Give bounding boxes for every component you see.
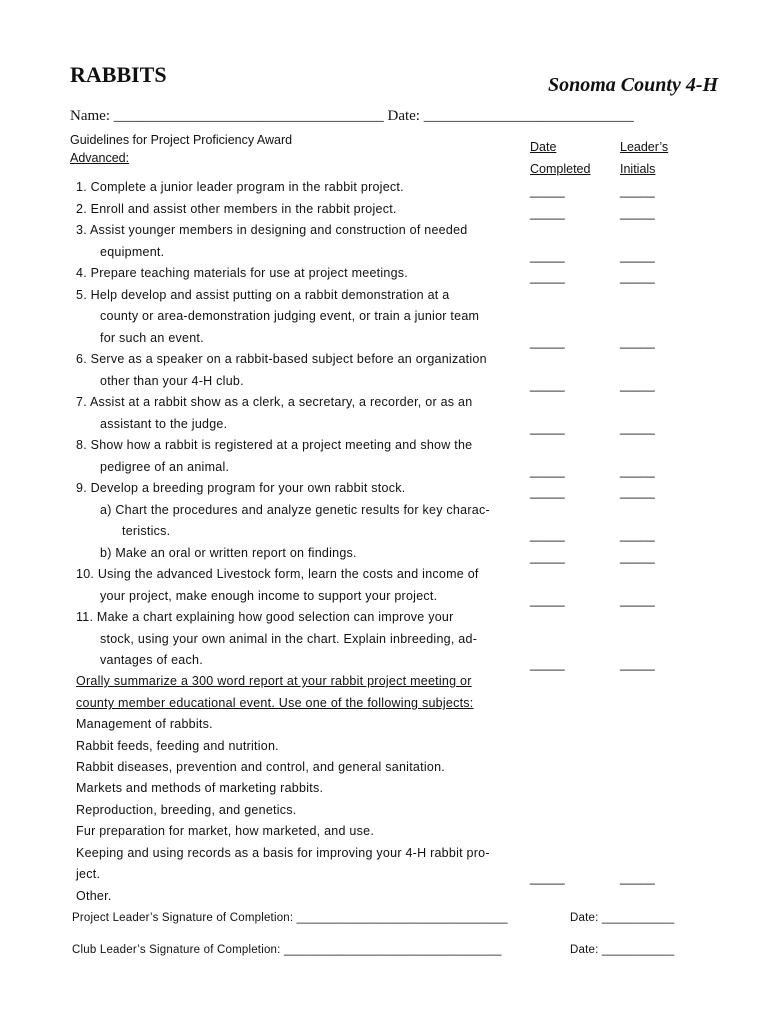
county-heading: Sonoma County 4-H bbox=[548, 74, 719, 96]
leader-initials-blank[interactable]: _____ bbox=[620, 871, 655, 885]
requirement-line: 11. Make a chart explaining how good selection can improve your bbox=[76, 610, 454, 624]
leader-initials-blank[interactable]: _____ bbox=[620, 378, 655, 392]
date-completed-blank[interactable]: _____ bbox=[530, 871, 565, 885]
page-title: RABBITS bbox=[70, 62, 167, 87]
date-completed-blank[interactable]: _____ bbox=[530, 528, 565, 542]
date-completed-blank[interactable]: _____ bbox=[530, 335, 565, 349]
date-completed-blank[interactable]: _____ bbox=[530, 184, 565, 198]
club-leader-date-line: Date: ___________ bbox=[570, 944, 675, 956]
date-completed-blank[interactable]: _____ bbox=[530, 657, 565, 671]
leaders-column-header: Leader’s bbox=[620, 140, 669, 154]
leader-initials-blank[interactable]: _____ bbox=[620, 593, 655, 607]
requirement-line: Rabbit feeds, feeding and nutrition. bbox=[76, 739, 279, 753]
requirement-line: Orally summarize a 300 word report at your rabbit project meeting or bbox=[76, 674, 472, 688]
requirement-line: 1. Complete a junior leader program in the rabbit project. bbox=[76, 180, 404, 194]
requirement-line: stock, using your own animal in the chart. Explain inbreeding, ad- bbox=[100, 632, 478, 646]
requirement-line: county or area-demonstration judging event, or train a junior team bbox=[100, 309, 480, 323]
requirement-line: county member educational event. Use one of the following subjects: bbox=[76, 696, 474, 710]
requirement-line: 9. Develop a breeding program for your own rabbit stock. bbox=[76, 481, 406, 495]
leader-initials-blank[interactable]: _____ bbox=[620, 206, 655, 220]
requirement-line: teristics. bbox=[122, 524, 171, 538]
leader-initials-blank[interactable]: _____ bbox=[620, 657, 655, 671]
requirement-line: other than your 4-H club. bbox=[100, 374, 244, 388]
level-heading: Advanced: bbox=[70, 151, 130, 165]
leader-initials-blank[interactable]: _____ bbox=[620, 270, 655, 284]
project-leader-signature-line: Project Leader’s Signature of Completion: ________________________________ bbox=[72, 912, 508, 924]
requirement-line: your project, make enough income to support your project. bbox=[100, 589, 438, 603]
leader-initials-blank[interactable]: _____ bbox=[620, 335, 655, 349]
requirement-line: 6. Serve as a speaker on a rabbit-based subject before an organization bbox=[76, 352, 487, 366]
name-date-line: Name: ____________________________________ Date: ____________________________ bbox=[70, 108, 634, 124]
requirement-line: pedigree of an animal. bbox=[100, 460, 230, 474]
date-completed-blank[interactable]: _____ bbox=[530, 485, 565, 499]
requirement-line: 3. Assist younger members in designing and construction of needed bbox=[76, 223, 468, 237]
requirement-line: Reproduction, breeding, and genetics. bbox=[76, 803, 297, 817]
requirement-line: 7. Assist at a rabbit show as a clerk, a secretary, a recorder, or as an bbox=[76, 395, 473, 409]
date-completed-blank[interactable]: _____ bbox=[530, 249, 565, 263]
requirement-line: b) Make an oral or written report on findings. bbox=[100, 546, 357, 560]
requirement-line: Rabbit diseases, prevention and control, and general sanitation. bbox=[76, 760, 446, 774]
date-completed-blank[interactable]: _____ bbox=[530, 550, 565, 564]
leader-initials-blank[interactable]: _____ bbox=[620, 528, 655, 542]
date-completed-blank[interactable]: _____ bbox=[530, 270, 565, 284]
requirement-line: equipment. bbox=[100, 245, 165, 259]
requirement-line: assistant to the judge. bbox=[100, 417, 228, 431]
initials-column-header: Initials bbox=[620, 162, 656, 176]
requirement-line: a) Chart the procedures and analyze genetic results for key charac- bbox=[100, 503, 490, 517]
requirement-line: 2. Enroll and assist other members in the rabbit project. bbox=[76, 202, 397, 216]
requirement-line: Other. bbox=[76, 889, 112, 903]
requirement-line: 4. Prepare teaching materials for use at project meetings. bbox=[76, 266, 409, 280]
date-column-header: Date bbox=[530, 140, 557, 154]
requirement-line: ject. bbox=[76, 867, 101, 881]
requirement-line: 10. Using the advanced Livestock form, learn the costs and income of bbox=[76, 567, 479, 581]
requirement-line: Keeping and using records as a basis for improving your 4-H rabbit pro- bbox=[76, 846, 490, 860]
completed-column-header: Completed bbox=[530, 162, 591, 176]
requirement-line: Management of rabbits. bbox=[76, 717, 213, 731]
leader-initials-blank[interactable]: _____ bbox=[620, 421, 655, 435]
requirement-line: 8. Show how a rabbit is registered at a project meeting and show the bbox=[76, 438, 473, 452]
date-completed-blank[interactable]: _____ bbox=[530, 593, 565, 607]
requirement-line: for such an event. bbox=[100, 331, 204, 345]
requirement-line: Fur preparation for market, how marketed, and use. bbox=[76, 824, 375, 838]
leader-initials-blank[interactable]: _____ bbox=[620, 550, 655, 564]
date-completed-blank[interactable]: _____ bbox=[530, 421, 565, 435]
project-leader-date-line: Date: ___________ bbox=[570, 912, 675, 924]
leader-initials-blank[interactable]: _____ bbox=[620, 464, 655, 478]
guidelines-heading: Guidelines for Project Proficiency Award bbox=[70, 133, 293, 147]
requirement-line: vantages of each. bbox=[100, 653, 203, 667]
requirement-line: Markets and methods of marketing rabbits. bbox=[76, 781, 324, 795]
requirement-line: 5. Help develop and assist putting on a rabbit demonstration at a bbox=[76, 288, 450, 302]
date-completed-blank[interactable]: _____ bbox=[530, 464, 565, 478]
date-completed-blank[interactable]: _____ bbox=[530, 378, 565, 392]
club-leader-signature-line: Club Leader’s Signature of Completion: _________________________________ bbox=[72, 944, 502, 956]
leader-initials-blank[interactable]: _____ bbox=[620, 249, 655, 263]
leader-initials-blank[interactable]: _____ bbox=[620, 184, 655, 198]
date-completed-blank[interactable]: _____ bbox=[530, 206, 565, 220]
leader-initials-blank[interactable]: _____ bbox=[620, 485, 655, 499]
